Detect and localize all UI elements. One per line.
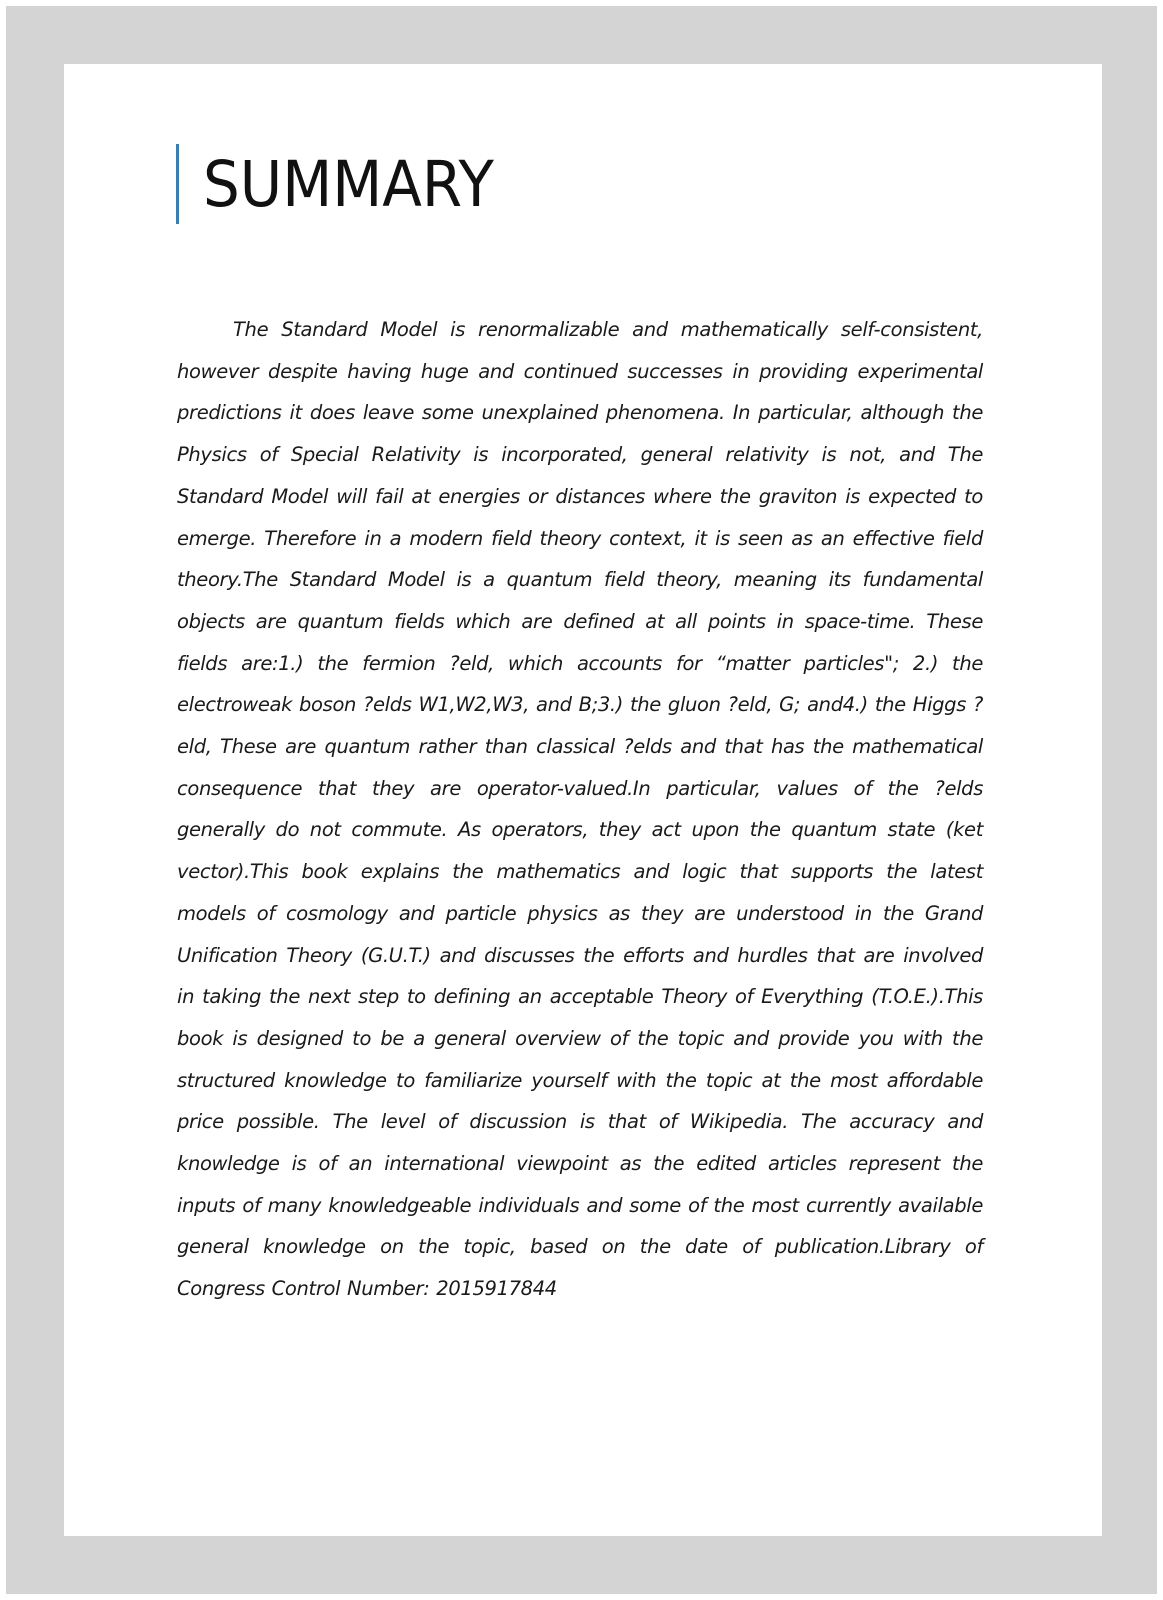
- summary-paragraph: The Standard Model is renormalizable and mathematically self-consistent, however despite having huge and continued successes in providing experimental predictions it does leave some unexplained phenomena. In particular, although the Physics of Special Relativity is incorporated, general relativity is not, and The Standard Model will fail at energies or distances where the graviton is expected to emerge. Therefore in a modern field theory context, it is seen as an effective field theory.The Standard Model is a quantum field theory, meaning its fundamental objects are quantum fields which are defined at all points in space-time. These fields are:1.) the fermion ?eld, which accounts for “matter particles"; 2.) the electroweak boson ?elds W1,W2,W3, and B;3.) the gluon ?eld, G; and4.) the Higgs ?eld, These are quantum rather than classical ?elds and that has the mathematical consequence that they are operator-valued.In particular, values of the ?elds generally do not commute. As operators, they act upon the quantum state (ket vector).This book explains the mathematics and logic that supports the latest models of cosmology and particle physics as they are understood in the Grand Unification Theory (G.U.T.) and discusses the efforts and hurdles that are involved in taking the next step to defining an acceptable Theory of Everything (T.O.E.).This book is designed to be a general overview of the topic and provide you with the structured knowledge to familiarize yourself with the topic at the most affordable price possible. The level of discussion is that of Wikipedia. The accuracy and knowledge is of an international viewpoint as the edited articles represent the inputs of many knowledgeable individuals and some of the most currently available general knowledge on the topic, based on the date of publication.Library of Congress Control Number: 2015917844: [177, 318, 983, 1301]
- heading: [176, 144, 519, 224]
- heading-accent-rule: [176, 144, 179, 224]
- document-page: [64, 64, 1102, 1536]
- page-title: SUMMARY: [203, 147, 494, 221]
